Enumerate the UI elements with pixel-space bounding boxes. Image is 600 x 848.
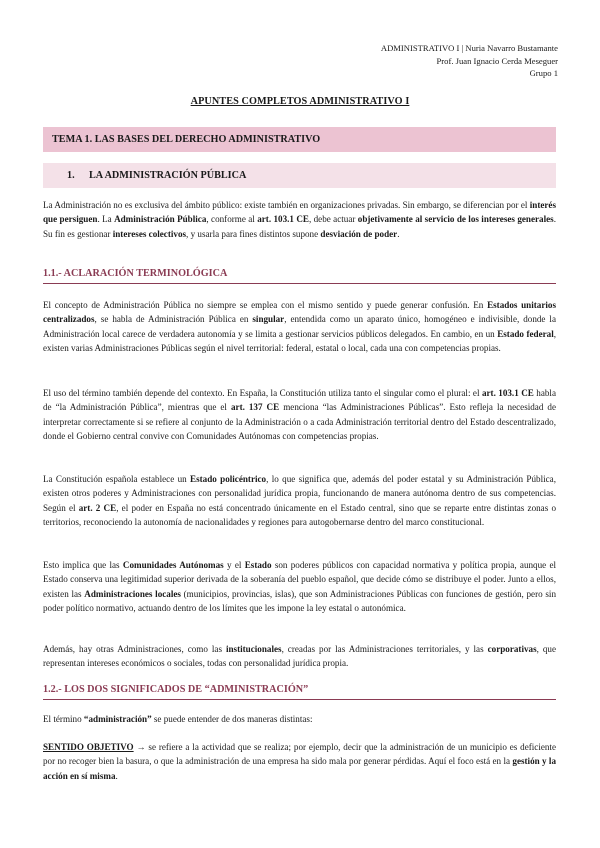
section-heading (43, 163, 556, 188)
subsection-heading-meanings: 1.2.- LOS DOS SIGNIFICADOS DE “ADMINISTRACIÓN” (43, 684, 556, 700)
intro-paragraph: La Administración no es exclusiva del ámbito público: existe también en organizaciones privadas. Sin embargo, se diferencian por el interés que persiguen. La Administración Pública, conforme al art. 103.1 CE, debe actuar objetivamente al servicio de los intereses generales. Su fin es gestionar intereses colectivos, y usarla para fines distintos supone desviación de poder. (43, 200, 556, 239)
paragraph-constitution-usage: El uso del término también depende del contexto. En España, la Constitución utiliza tanto el singular como el plural: el art. 103.1 CE habla de “la Administración Pública”, mientras que el art. 137 CE menciona “las Administraciones Públicas”. Esto refleja la necesidad de interpretar correctamente si se refiere al conjunto de la Administración o a cada Administración territorial dentro del Estado descentralizado, donde el Gobierno central convive con Comunidades Autónomas con competencias propias. (43, 388, 556, 442)
subsection-heading-terminology: 1.1.- ACLARACIÓN TERMINOLÓGICA (43, 268, 556, 284)
chapter-heading: TEMA 1. LAS BASES DEL DERECHO ADMINISTRATIVO (43, 127, 556, 152)
paragraph-autonomous-communities: Esto implica que las Comunidades Autónomas y el Estado son poderes públicos con capacidad normativa y política propia, aunque el Estado conserva una legitimidad superior derivada de la soberanía del pueblo español, que decide cómo se distribuye el poder. Junto a ellos, existen las Administraciones locales (municipios, provincias, islas), que son Administraciones Públicas con funciones de gestión, pero sin poder político normativo, actuando dentro de los límites que les impone la ley estatal o autonómica. (43, 560, 557, 614)
paragraph-other-administrations: Además, hay otras Administraciones, como las institucionales, creadas por las Administraciones territoriales, y las corporativas, que representan intereses económicos o sociales, todas con personalidad jurídica propia. (43, 644, 556, 669)
paragraph-unitary-federal: El concepto de Administración Pública no siempre se emplea con el mismo sentido y puede generar confusión. En Estados unitarios centralizados, se habla de Administración Pública en singular, entendida como un aparato único, homogéneo e indivisible, donde la Administración local carece de verdadera autonomía y se limita a gestionar servicios públicos delegados. En cambio, en un Estado federal, existen varias Administraciones Públicas según el nivel territorial: federal, estatal o local, cada una con competencias propias. (43, 300, 556, 354)
header-group: Grupo 1 (529, 68, 558, 79)
header-professor: Prof. Juan Ignacio Cerda Meseguer (436, 55, 558, 66)
paragraph-polycentric-state: La Constitución española establece un Estado policéntrico, lo que significa que, además del poder estatal y su Administración Pública, existen otros poderes y Administraciones con personalidad jurídica propia, funcionando de manera autónoma dentro de sus competencias. Según el art. 2 CE, el poder en España no está concentrado únicamente en el Estado central, sino que se reparte entre distintas zonas o territorios, reconociendo la autonomía de nacionalidades y regiones para autogobernarse dentro del marco constitucional. (43, 474, 556, 528)
objective-sense-label: SENTIDO OBJETIVO (43, 742, 134, 752)
header-course-author: ADMINISTRATIVO I | Nuria Navarro Bustamante (380, 43, 558, 53)
document-title: APUNTES COMPLETOS ADMINISTRATIVO I (190, 96, 410, 107)
section-title: LA ADMINISTRACIÓN PÚBLICA (89, 170, 247, 181)
section-number: 1. (67, 170, 75, 181)
paragraph-objective-sense: SENTIDO OBJETIVO → se refiere a la actividad que se realiza; por ejemplo, decir que la administración de un municipio es deficiente por no recoger bien la basura, o que la administración de una empresa ha sido mala por generar pérdidas. Aquí el foco está en la gestión y la acción en sí misma. (43, 742, 556, 781)
page-header (381, 42, 558, 80)
paragraph-two-meanings: El término “administración” se puede entender de dos maneras distintas: (43, 714, 313, 724)
